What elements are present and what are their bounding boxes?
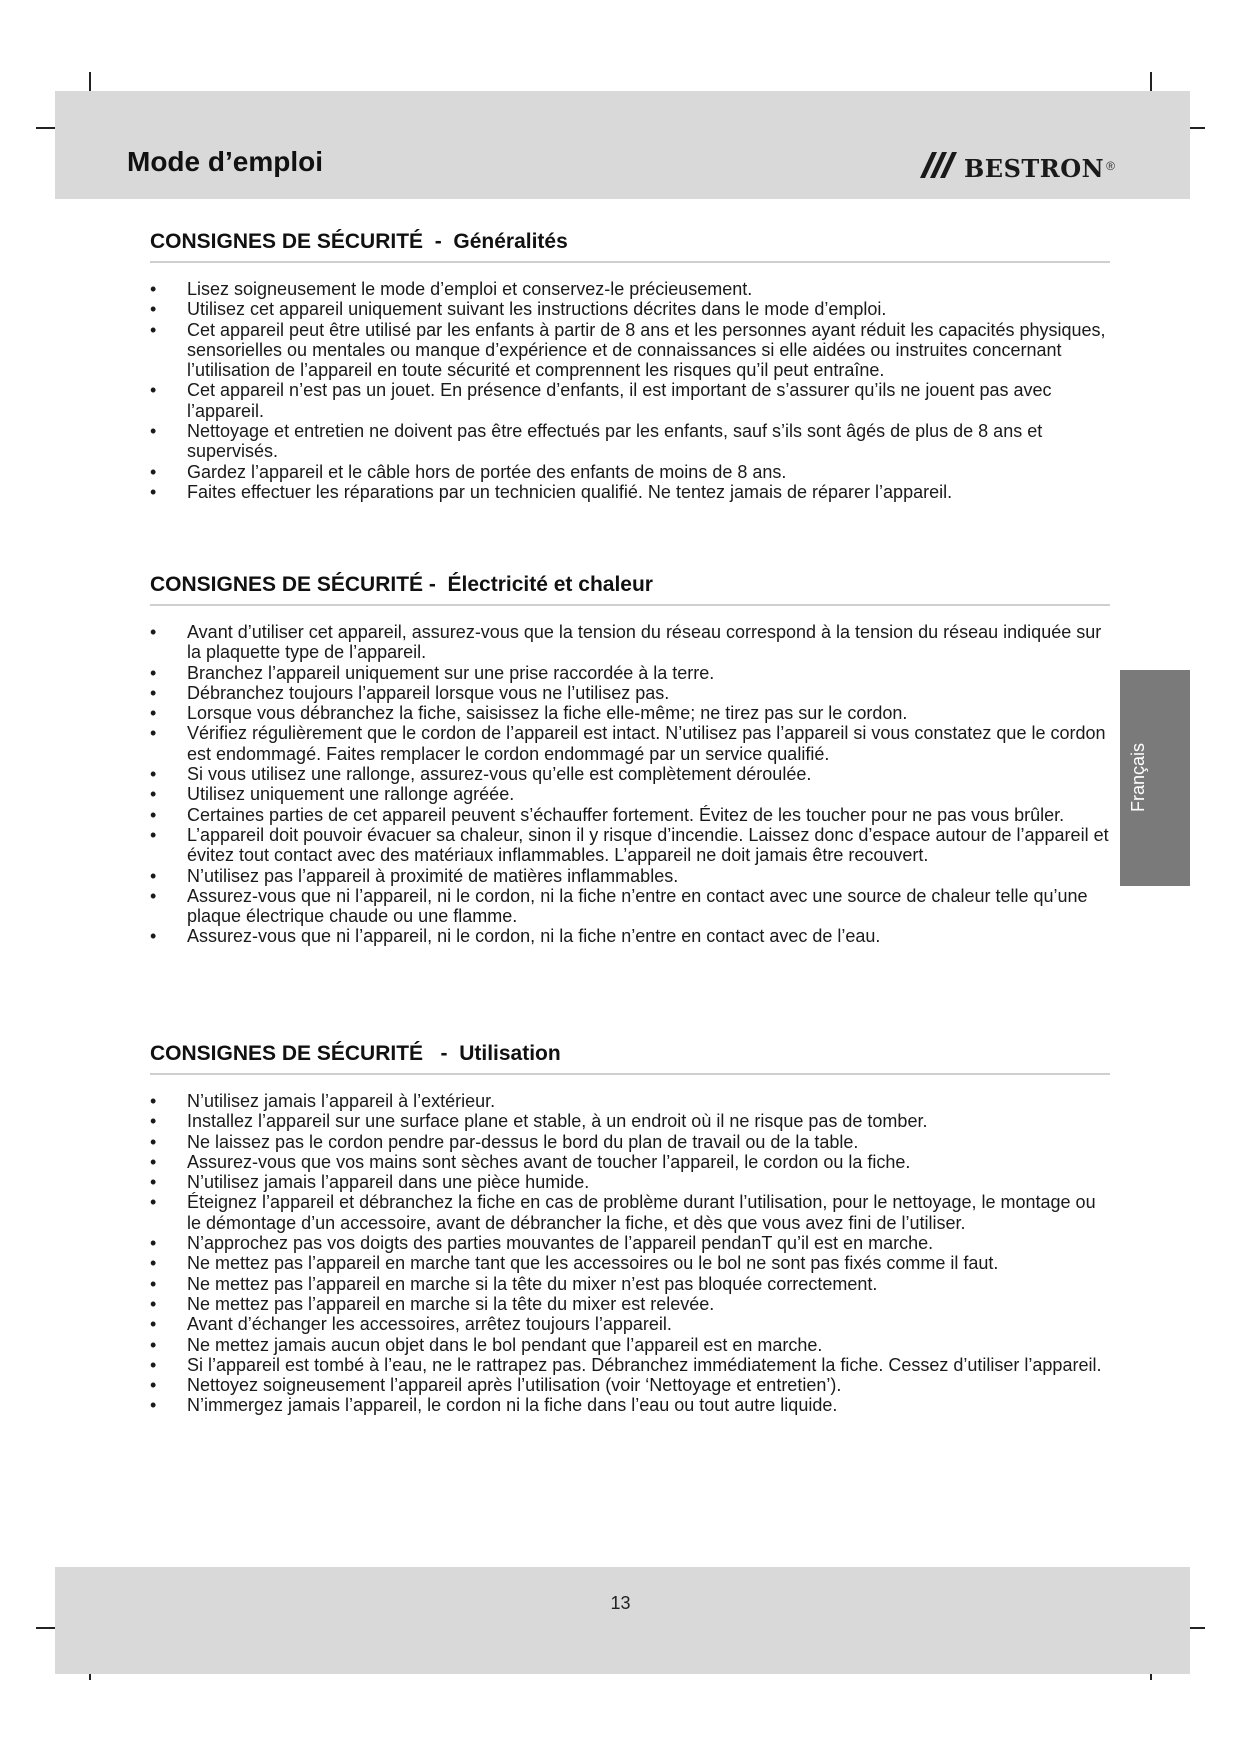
list-item: • N’utilisez jamais l’appareil dans une pièce humide. — [150, 1172, 1110, 1192]
list-item: • Vérifiez régulièrement que le cordon de l’appareil est intact. N’utilisez pas l’appareil si vous constatez que le cordon est endommagé. Faites remplacer le cordon endommagé par un service qualifié. — [150, 723, 1110, 764]
list-item: • Débranchez toujours l’appareil lorsque vous ne l’utilisez pas. — [150, 683, 1110, 703]
list-item: • N’utilisez pas l’appareil à proximité de matières inflammables. — [150, 866, 1110, 886]
list-item: • Branchez l’appareil uniquement sur une prise raccordée à la terre. — [150, 663, 1110, 683]
list-item: • N’utilisez jamais l’appareil à l’extérieur. — [150, 1091, 1110, 1111]
list-item: • Cet appareil n’est pas un jouet. En présence d’enfants, il est important de s’assurer qu’ils ne jouent pas avec l’appareil. — [150, 380, 1110, 421]
section-heading: CONSIGNES DE SÉCURITÉ - Généralités — [150, 230, 1110, 263]
list-item: • Nettoyez soigneusement l’appareil après l’utilisation (voir ‘Nettoyage et entretien’). — [150, 1375, 1110, 1395]
bullet-list — [150, 279, 1110, 502]
list-item: • L’appareil doit pouvoir évacuer sa chaleur, sinon il y risque d’incendie. Laissez donc d’espace autour de l’appareil et évitez tout contact avec des matériaux inflammables. L’appareil ne doit jamais être recouvert. — [150, 825, 1110, 866]
list-item: • N’immergez jamais l’appareil, le cordon ni la fiche dans l’eau ou tout autre liquide. — [150, 1395, 1110, 1415]
list-item: • Ne mettez pas l’appareil en marche si la tête du mixer est relevée. — [150, 1294, 1110, 1314]
list-item: • Assurez-vous que ni l’appareil, ni le cordon, ni la fiche n’entre en contact avec une source de chaleur telle qu’une plaque électrique chaude ou une flamme. — [150, 886, 1110, 927]
list-item: • Ne mettez jamais aucun objet dans le bol pendant que l’appareil est en marche. — [150, 1335, 1110, 1355]
language-tab-label: Français — [1128, 742, 1148, 812]
bullet-list — [150, 622, 1110, 947]
bestron-logo-icon — [918, 148, 958, 184]
list-item: • Ne mettez pas l’appareil en marche tant que les accessoires ou le bol ne sont pas fixés comme il faut. — [150, 1253, 1110, 1273]
list-item: • Avant d’utiliser cet appareil, assurez-vous que la tension du réseau correspond à la tension du réseau indiquée sur la plaquette type de l’appareil. — [150, 622, 1110, 663]
section-heading: CONSIGNES DE SÉCURITÉ - Utilisation — [150, 1042, 1110, 1075]
section-general — [150, 230, 1110, 502]
bullet-list — [150, 1091, 1110, 1416]
brand-name: bestron — [964, 146, 1105, 186]
list-item: • Lorsque vous débranchez la fiche, saisissez la fiche elle-même; ne tirez pas sur le cordon. — [150, 703, 1110, 723]
list-item: • Cet appareil peut être utilisé par les enfants à partir de 8 ans et les personnes ayant réduit les capacités physiques, sensorielles ou mentales ou manque d’expérience et de connaissances si elle aidées ou instruites concernant l’utilisation de l’appareil en toute sécurité et comprennent les risques qu’il peut entraîne. — [150, 320, 1110, 381]
section-usage — [150, 1042, 1110, 1416]
section-heading: CONSIGNES DE SÉCURITÉ - Électricité et chaleur — [150, 573, 1110, 606]
list-item: • Ne mettez pas l’appareil en marche si la tête du mixer n’est pas bloquée correctement. — [150, 1274, 1110, 1294]
page-number: 13 — [610, 1593, 631, 1613]
list-item: • Éteignez l’appareil et débranchez la fiche en cas de problème durant l’utilisation, pour le nettoyage, le montage ou le démontage d’un accessoire, avant de débrancher la fiche, et dès que vous avez fini de l’utiliser. — [150, 1192, 1110, 1233]
list-item: • Si l’appareil est tombé à l’eau, ne le rattrapez pas. Débranchez immédiatement la fiche. Cessez d’utiliser l’appareil. — [150, 1355, 1110, 1375]
list-item: • Utilisez uniquement une rallonge agréée. — [150, 784, 1110, 804]
list-item: • Certaines parties de cet appareil peuvent s’échauffer fortement. Évitez de les toucher pour ne pas vous brûler. — [150, 805, 1110, 825]
list-item: • Installez l’appareil sur une surface plane et stable, à un endroit où il ne risque pas de tomber. — [150, 1111, 1110, 1131]
page-title: Mode d’emploi — [127, 146, 323, 177]
list-item: • N’approchez pas vos doigts des parties mouvantes de l’appareil pendanT qu’il est en marche. — [150, 1233, 1110, 1253]
list-item: • Nettoyage et entretien ne doivent pas être effectués par les enfants, sauf s’ils sont âgés de plus de 8 ans et supervisés. — [150, 421, 1110, 462]
list-item: • Faites effectuer les réparations par un technicien qualifié. Ne tentez jamais de réparer l’appareil. — [150, 482, 1110, 502]
list-item: • Assurez-vous que ni l’appareil, ni le cordon, ni la fiche n’entre en contact avec de l’eau. — [150, 926, 1110, 946]
list-item: • Utilisez cet appareil uniquement suivant les instructions décrites dans le mode d’emploi. — [150, 299, 1110, 319]
section-electricity-heat — [150, 573, 1110, 947]
list-item: • Ne laissez pas le cordon pendre par-dessus le bord du plan de travail ou de la table. — [150, 1132, 1110, 1152]
list-item: • Avant d’échanger les accessoires, arrêtez toujours l’appareil. — [150, 1314, 1110, 1334]
brand-logo — [918, 144, 1115, 188]
footer-band — [55, 1567, 1190, 1674]
list-item: • Lisez soigneusement le mode d’emploi et conservez-le précieusement. — [150, 279, 1110, 299]
list-item: • Gardez l’appareil et le câble hors de portée des enfants de moins de 8 ans. — [150, 462, 1110, 482]
registered-mark: ® — [1106, 159, 1115, 173]
list-item: • Assurez-vous que vos mains sont sèches avant de toucher l’appareil, le cordon ou la fiche. — [150, 1152, 1110, 1172]
list-item: • Si vous utilisez une rallonge, assurez-vous qu’elle est complètement déroulée. — [150, 764, 1110, 784]
